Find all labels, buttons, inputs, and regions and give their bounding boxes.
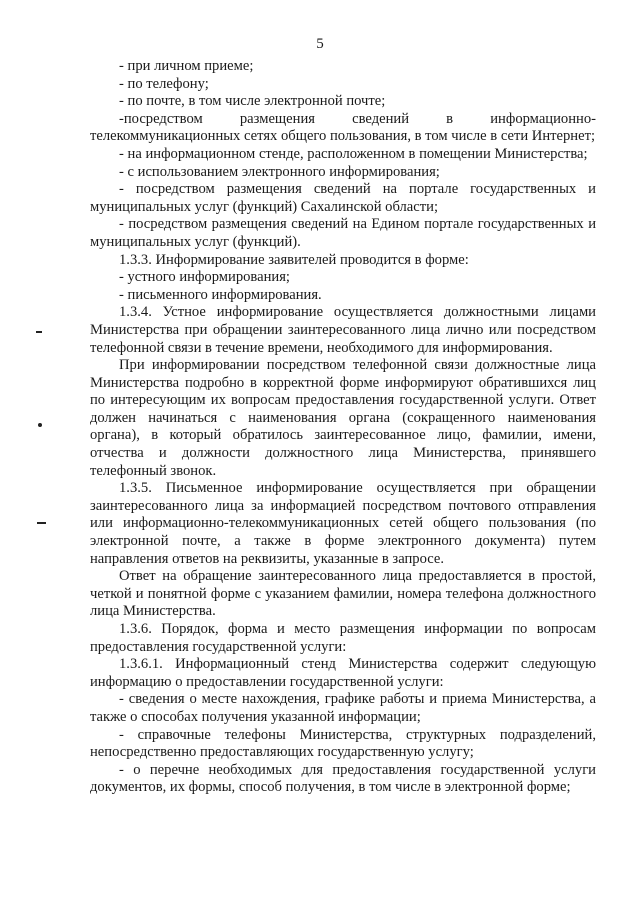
page-number: 5 [316, 36, 324, 52]
list-item: - на информационном стенде, расположенном в помещении Министерства; [119, 145, 588, 162]
section-paragraph: 1.3.6.1. Информационный стенд Министерства содержит следующую информацию о предоставлении государственной услуги: [90, 656, 596, 690]
section-paragraph: 1.3.6. Порядок, форма и место размещения информации по вопросам предоставления государственной услуги: [90, 621, 596, 655]
list-item: - при личном приеме; [119, 58, 254, 74]
list-item: - посредством размещения сведений на портале государственных и муниципальных услуг (функций) Сахалинской области; [90, 181, 596, 215]
section-paragraph: 1.3.4. Устное информирование осуществляется должностными лицами Министерства при обращении заинтересованного лица лично или посредством телефонной связи в течение времени, необходимого для информирования. [90, 304, 596, 356]
list-item: - справочные телефоны Министерства, структурных подразделений, непосредственно предоставляющих государственную услугу; [90, 726, 596, 761]
document-body [90, 58, 596, 797]
body-paragraph: При информировании посредством телефонной связи должностные лица Министерства подробно в корректной форме информируют обратившихся лиц по интересующим их вопросам предоставления государственной услуги. Ответ должен начинаться с наименования органа (сокращенного наименования органа), в который обратилось заинтересованное лицо, фамилии, имени, отчества и должности должностного лица Министерства, принявшего телефонный звонок. [90, 357, 596, 479]
list-item: - по телефону; [119, 75, 209, 92]
list-item: - посредством размещения сведений на Едином портале государственных и муниципальных услуг (функций). [90, 216, 596, 250]
scan-mark [37, 522, 46, 524]
list-item: - о перечне необходимых для предоставления государственной услуги документов, их формы, способ получения, в том числе в электронной форме; [90, 761, 596, 796]
list-item: - устного информирования; [119, 269, 290, 286]
list-item: - с использованием электронного информирования; [119, 163, 440, 180]
section-paragraph: 1.3.5. Письменное информирование осуществляется при обращении заинтересованного лица за информацией посредством почтового отправления или информационно-телекоммуникационных сетей общего пользования (по электронной почте, а также в форме электронного документа) путем направления ответов на реквизиты, указанные в запросе. [90, 480, 596, 567]
list-item: -посредством размещения сведений в информационно-телекоммуникационных сетях общего пользования, в том числе в сети Интернет; [90, 110, 596, 145]
list-item: - письменного информирования. [119, 286, 322, 303]
body-paragraph: Ответ на обращение заинтересованного лица предоставляется в простой, четкой и понятной форме с указанием фамилии, номера телефона должностного лица Министерства. [90, 568, 596, 620]
scan-mark [36, 331, 42, 333]
scan-mark [38, 423, 42, 427]
list-item: - сведения о месте нахождения, графике работы и приема Министерства, а также о способах получения указанной информации; [90, 691, 596, 725]
list-item: - по почте, в том числе электронной почте; [119, 93, 386, 110]
section-paragraph: 1.3.3. Информирование заявителей проводится в форме: [119, 251, 469, 268]
